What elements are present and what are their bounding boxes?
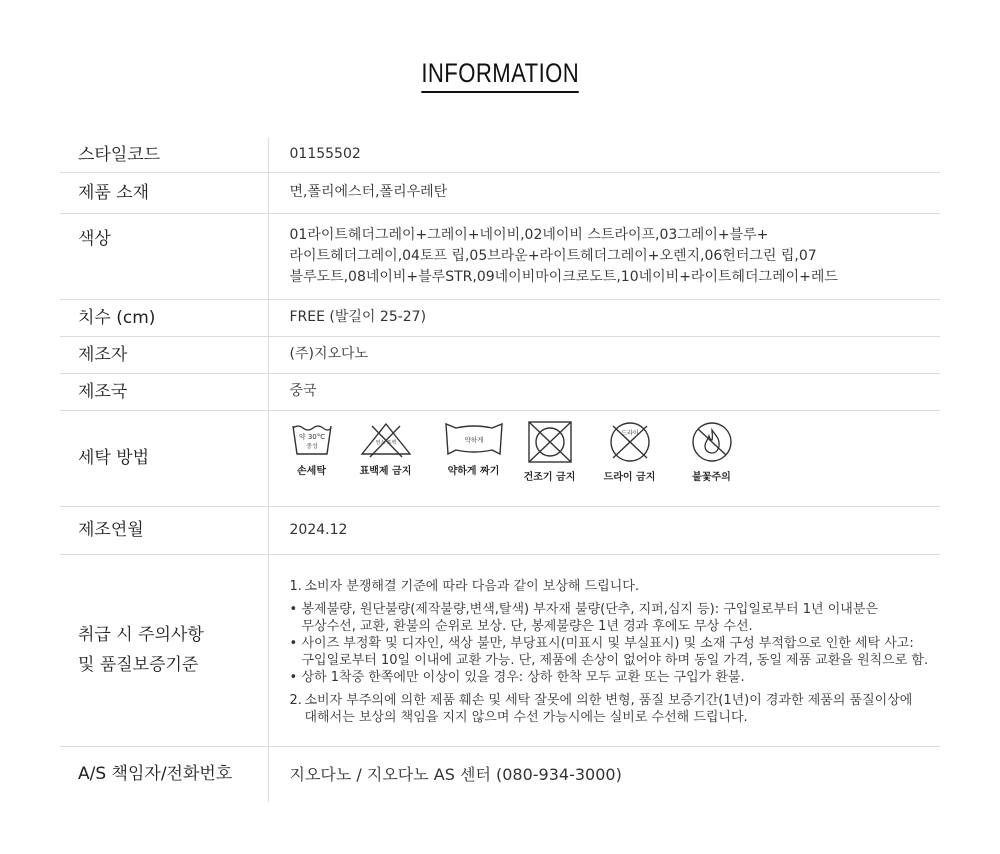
row-wash [60,410,940,506]
color-line-2: 라이트헤더그레이,04토프 립,05브라운+라이트헤더그레이+오렌지,06헌터그린 립,07 [289,247,817,264]
care-bullet-2-line-1: 사이즈 부정확 및 디자인, 색상 불만, 부당표시(미표시 및 부실표시) 및 소재 구성 부적합으로 인한 세탁 사고: [301,636,914,651]
care-bullet-3-line-1: 상하 1착중 한쪽에만 이상이 있을 경우: 상하 한착 모두 교환 또는 구입가 환불. [301,670,745,685]
no-dry-clean-icon [600,420,660,464]
style-code-value: 01155502 [289,146,361,163]
care-item-2-number: 2. [289,693,302,708]
care-label-line-1: 취급 시 주의사항 [78,625,204,645]
wash-label: 세탁 방법 [60,410,268,506]
care-bullet-2-mark: • [289,636,298,651]
as-contact-value: 지오다노 / 지오다노 AS 센터 (080-934-3000) [289,764,622,784]
wash-item-gentle-wring [442,420,506,482]
row-style-code [60,138,940,172]
hand-wash-temp-text: 약 30°C [298,433,325,441]
care-item-2-line-1: 소비자 부주의에 의한 제품 훼손 및 세탁 잘못에 의한 변형, 품질 보증기간(1년)이 경과한 제품의 품질이상에 [304,693,913,708]
row-care [60,554,940,746]
no-bleach-icon [358,420,414,458]
style-code-label: 스타일코드 [60,138,268,172]
row-manufacture-date [60,506,940,554]
care-label [60,554,268,746]
material-value: 면,폴리에스터,폴리우레탄 [289,184,448,200]
color-line-1: 01라이트헤더그레이+그레이+네이비,02네이비 스트라이프,03그레이+블루+ [289,226,769,243]
flame-caution-caption: 불꽃주의 [692,472,731,483]
care-text-block [290,574,941,726]
hand-wash-caption: 손세탁 [297,466,326,477]
no-tumble-dry-caption: 건조기 금지 [523,472,576,483]
gentle-wring-icon [442,420,506,458]
no-bleach-caption: 표백제 금지 [359,466,412,477]
care-bullet-1-line-1: 봉제불량, 원단불량(제작불량,변색,탈색) 부자재 불량(단추, 지퍼,심지 등): 구입일로부터 1년 이내분은 [301,602,878,617]
country-label: 제조국 [60,373,268,410]
color-line-3: 블루도트,08네이비+블루STR,09네이비마이크로도트,10네이비+라이트헤더그레이+레드 [289,268,838,285]
hand-wash-neutral-text: 중성 [305,443,318,450]
care-value [268,554,940,746]
flame-caution-icon [684,420,740,464]
gentle-wring-inner-text: 약하게 [464,436,483,444]
page-title-wrap [0,56,1000,93]
no-dry-clean-caption: 드라이 금지 [603,472,656,483]
color-value [268,213,940,299]
care-item-1-text: 소비자 분쟁해결 기준에 따라 다음과 같이 보상해 드립니다. [304,579,639,594]
care-bullet-2 [290,635,941,669]
size-label: 치수 (cm) [60,299,268,336]
maker-label: 제조자 [60,336,268,373]
wash-item-no-bleach [358,420,414,482]
manufacture-date-label: 제조연월 [60,506,268,554]
row-as-contact [60,746,940,802]
care-bullet-1-mark: • [289,602,298,617]
as-contact-label: A/S 책임자/전화번호 [60,746,268,802]
care-bullet-3-mark: • [289,670,298,685]
care-bullet-2-line-2: 구입일로부터 10일 이내에 교환 가능. 단, 제품에 손상이 없어야 하며 동일 가격, 동일 제품 교환을 원칙으로 함. [301,653,929,668]
wash-icon-list [290,418,941,498]
no-dry-clean-inner-text: 드라이 [620,430,639,437]
row-country [60,373,940,410]
care-item-2-line-2: 대해서는 보상의 책임을 지지 않으며 수선 가능시에는 실비로 수선해 드립니다. [304,710,748,725]
wash-item-no-dry-clean [600,420,660,488]
row-maker [60,336,940,373]
row-size [60,299,940,336]
wash-value [268,410,940,506]
gentle-wring-caption: 약하게 짜기 [447,466,500,477]
wash-item-flame-caution [684,420,740,488]
product-info-table [60,138,940,802]
no-bleach-inner-text: 염소 표백 [375,440,396,446]
row-material [60,172,940,213]
care-item-1-number: 1. [289,579,302,594]
care-label-line-2: 및 품질보증기준 [78,655,199,675]
material-label: 제품 소재 [60,172,268,213]
page-title: INFORMATION [421,56,579,93]
wash-item-hand-wash [290,420,334,482]
care-item-2 [290,692,941,726]
care-bullet-1 [290,601,941,635]
size-value: FREE (발길이 25-27) [289,309,427,325]
wash-item-no-tumble-dry [520,420,580,488]
care-bullet-3 [290,669,941,686]
no-tumble-dry-icon [520,420,580,464]
hand-wash-30c-icon [290,420,334,458]
manufacture-date-value: 2024.12 [289,521,348,538]
maker-value: (주)지오다노 [289,346,369,362]
country-value: 중국 [289,383,317,399]
color-label: 색상 [60,213,268,299]
care-bullet-1-line-2: 무상수선, 교환, 환불의 순위로 보상. 단, 봉제불량은 1년 경과 후에도 무상 수선. [301,619,753,634]
care-item-1 [290,578,941,595]
row-color [60,213,940,299]
